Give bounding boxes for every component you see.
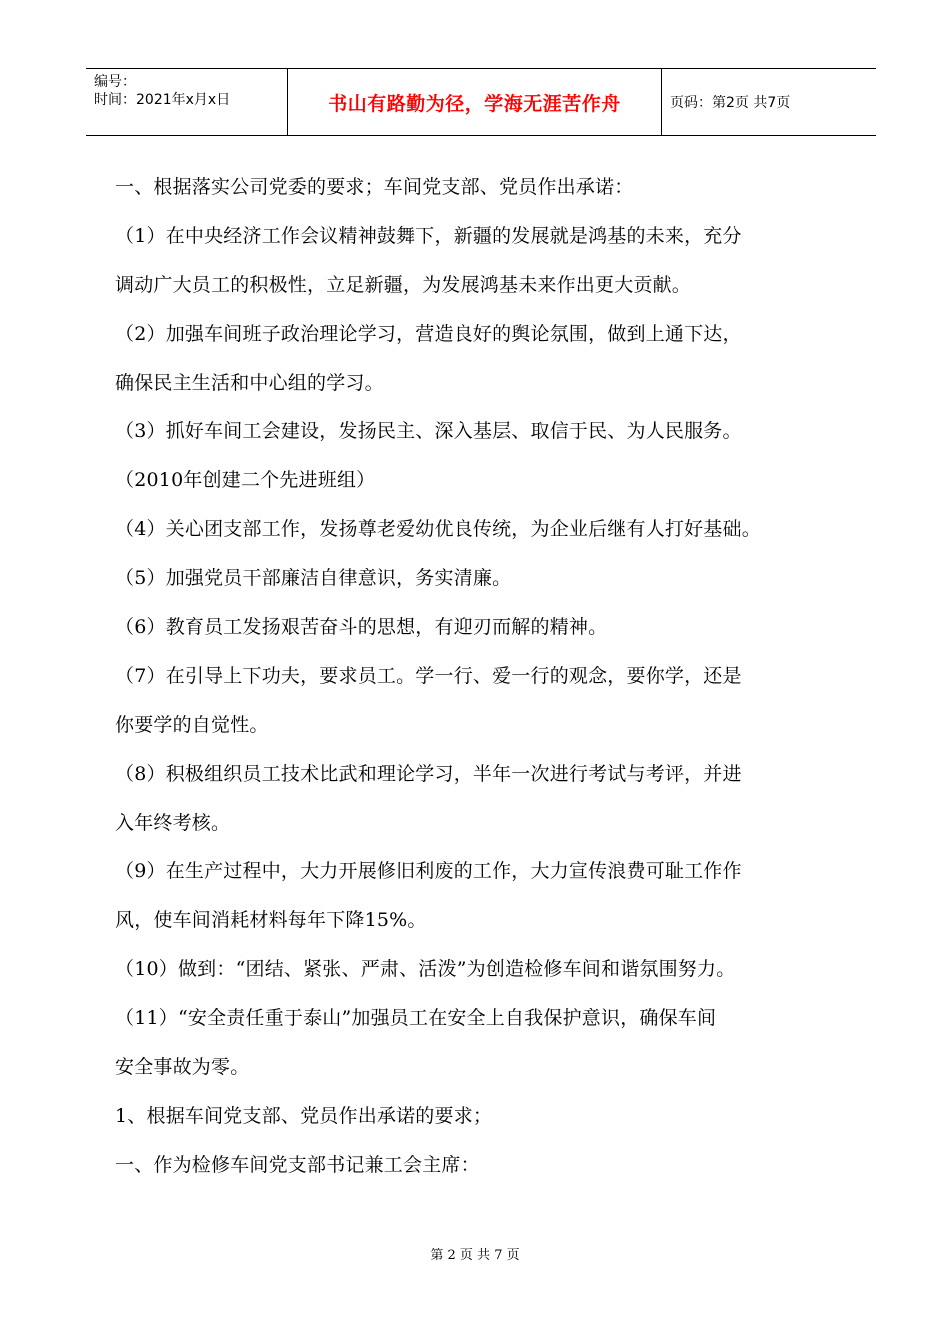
body-line: 入年终考核。 [115, 811, 231, 834]
header-meta [86, 69, 288, 135]
page-footer: 第 2 页 共 7 页 [430, 1248, 520, 1263]
body-line: 安全事故为零。 [115, 1056, 250, 1079]
body-line: （1）在中央经济工作会议精神鼓舞下，新疆的发展就是鸿基的未来，充分 [115, 224, 742, 247]
body-line: （11）“安全责任重于泰山”加强员工在安全上自我保护意识，确保车间 [115, 1007, 717, 1030]
body-line: （10）做到：“团结、紧张、严肃、活泼”为创造检修车间和谐氛围努力。 [115, 958, 736, 981]
body-line: 1、根据车间党支部、党员作出承诺的要求； [115, 1104, 493, 1127]
body-line: （7）在引导上下功夫，要求员工。学一行、爱一行的观念，要你学，还是 [115, 664, 742, 687]
body-line: （8）积极组织员工技术比武和理论学习，半年一次进行考试与考评，并进 [115, 762, 742, 785]
body-line: （9）在生产过程中，大力开展修旧利废的工作，大力宣传浪费可耻工作作 [115, 860, 742, 883]
body-line: （3）抓好车间工会建设，发扬民主、深入基层、取信于民、为人民服务。 [115, 420, 742, 443]
header-page-info: 页码：第2页 共7页 [670, 95, 791, 111]
body-line: （2010年创建二个先进班组） [115, 469, 376, 492]
body-line: 调动广大员工的积极性，立足新疆，为发展鸿基未来作出更大贡献。 [115, 273, 692, 296]
document-header [86, 68, 876, 136]
body-line: （5）加强党员干部廉洁自律意识，务实清廉。 [115, 567, 512, 590]
body-line: （4）关心团支部工作，发扬尊老爱幼优良传统，为企业后继有人打好基础。 [115, 518, 761, 541]
body-line: （2）加强车间班子政治理论学习，营造良好的舆论氛围，做到上通下达， [115, 322, 742, 345]
body-line: 风，使车间消耗材料每年下降15%。 [115, 909, 427, 932]
body-line: 你要学的自觉性。 [115, 713, 269, 736]
body-line: 一、作为检修车间党支部书记兼工会主席： [115, 1153, 480, 1176]
header-motto-cell [288, 69, 662, 135]
document-body [115, 163, 855, 1190]
serial-number-label: 编号： [94, 74, 136, 90]
body-line: 确保民主生活和中心组的学习。 [115, 371, 384, 394]
date-label: 时间：2021年x月x日 [94, 92, 231, 108]
body-line: （6）教育员工发扬艰苦奋斗的思想，有迎刃而解的精神。 [115, 616, 608, 639]
header-motto: 书山有路勤为径，学海无涯苦作舟 [328, 92, 621, 115]
body-line: 一、根据落实公司党委的要求；车间党支部、党员作出承诺： [115, 176, 634, 198]
